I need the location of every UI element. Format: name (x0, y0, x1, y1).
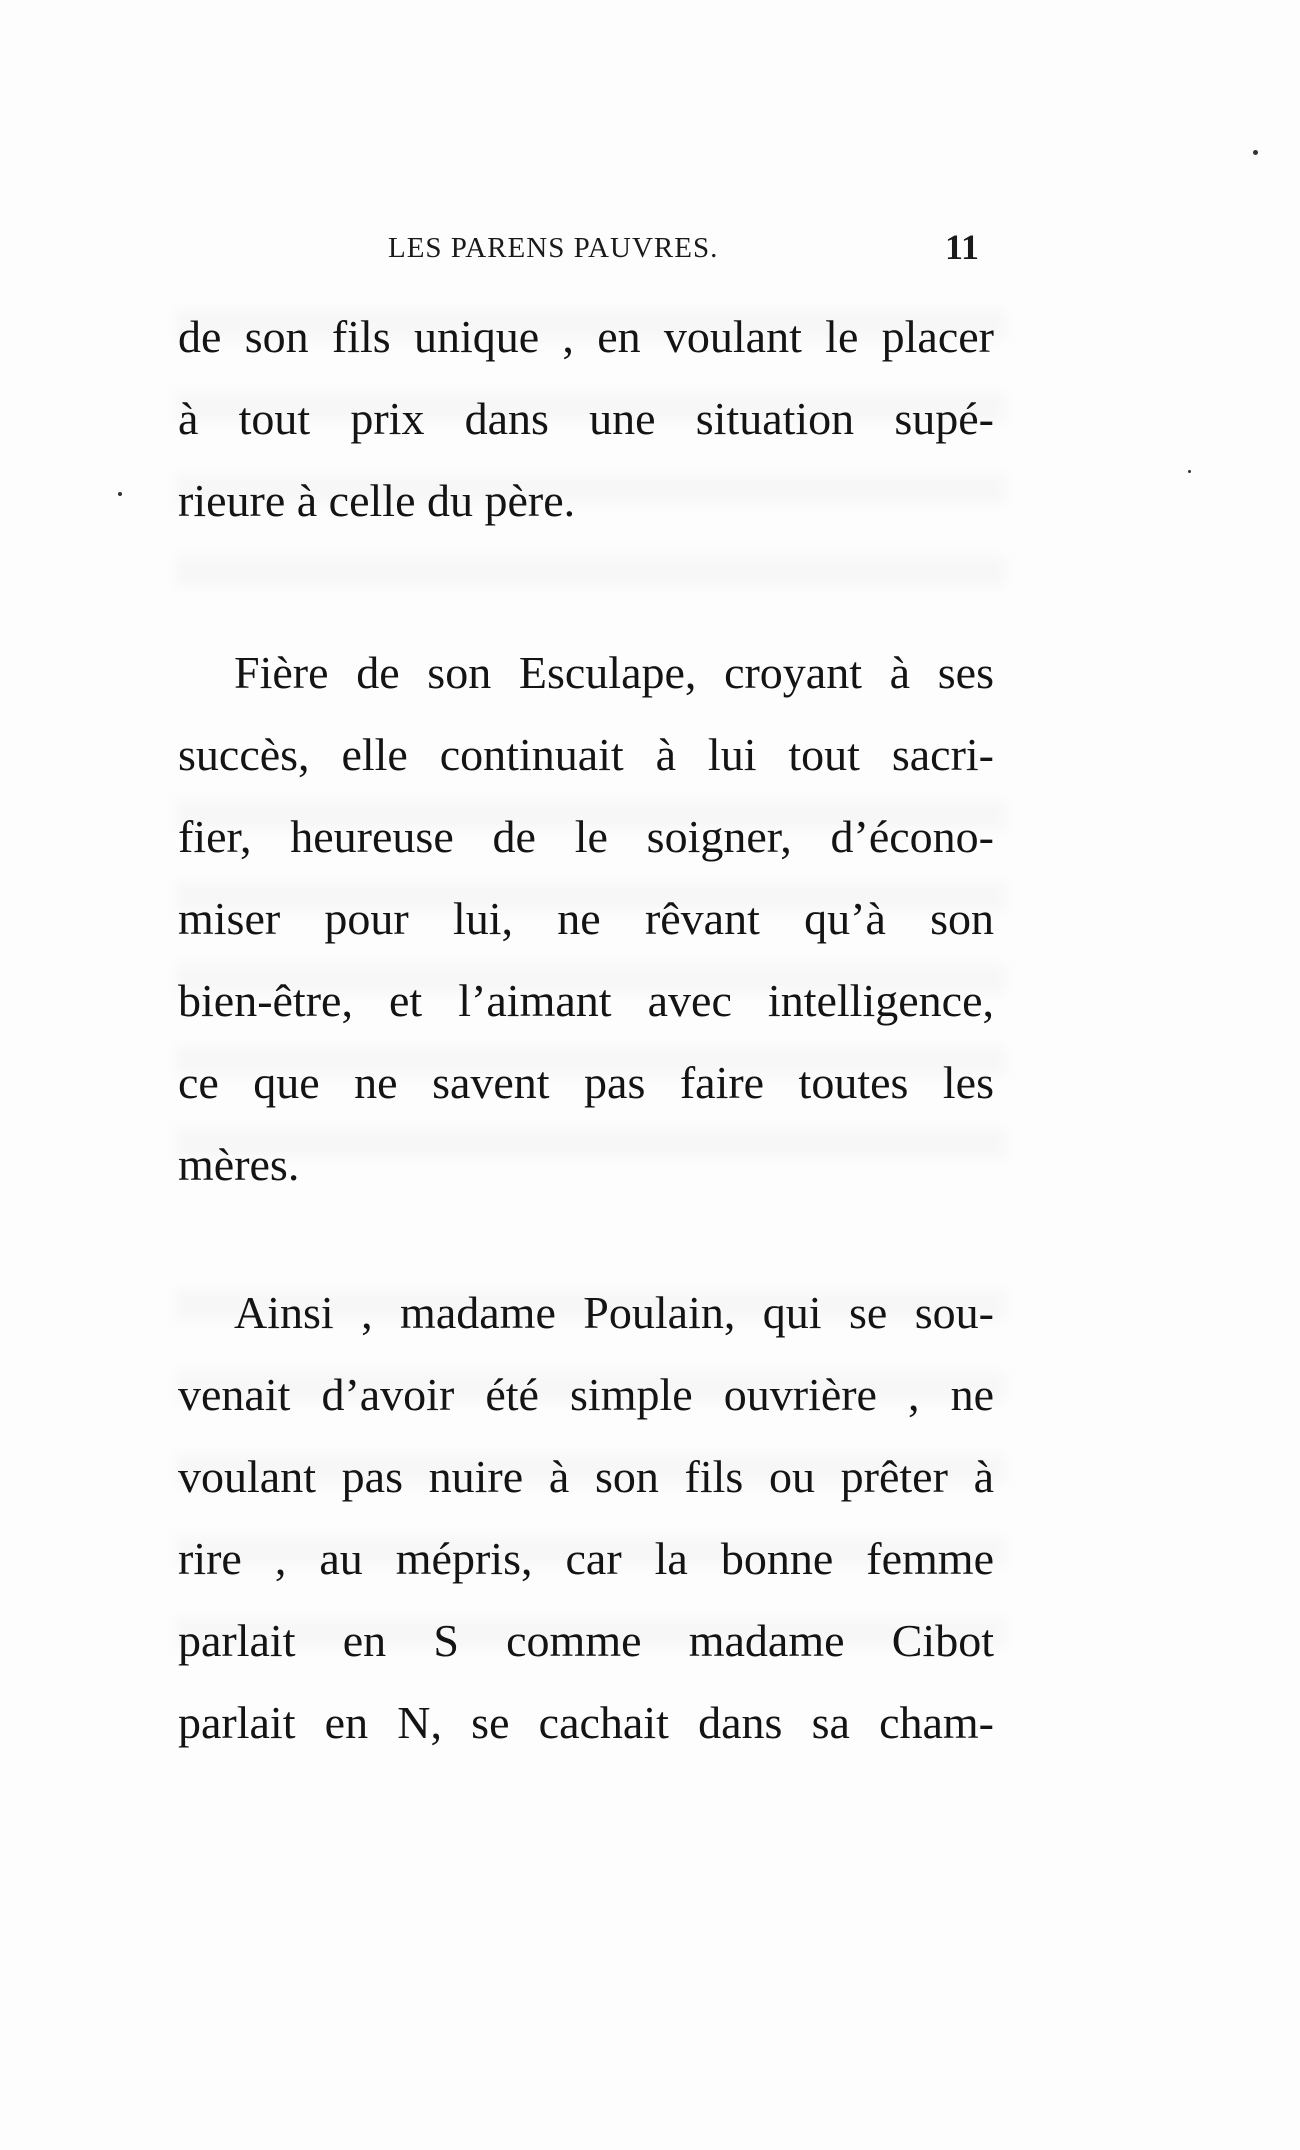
dust-speck (118, 492, 122, 496)
text-line: miser pour lui, ne rêvant qu’à son (178, 893, 994, 944)
text-line: fier, heureuse de le soigner, d’écono- (178, 811, 994, 862)
text-line: venait d’avoir été simple ouvrière , ne (178, 1369, 994, 1420)
text-line: rieure à celle du père. (178, 475, 576, 526)
text-line: succès, elle continuait à lui tout sacri- (178, 729, 994, 780)
running-title: LES PARENS PAUVRES. (388, 232, 719, 264)
text-line: Ainsi , madame Poulain, qui se sou- (234, 1287, 994, 1338)
page-number: 11 (945, 227, 980, 267)
paragraph-3 (178, 1272, 994, 1764)
paragraph-1 (178, 296, 994, 542)
text-line: de son fils unique , en voulant le placer (178, 311, 994, 362)
text-line: Fière de son Esculape, croyant à ses (234, 647, 994, 698)
text-line: ce que ne savent pas faire toutes les (178, 1057, 994, 1108)
dust-speck (1253, 150, 1258, 155)
text-line: bien-être, et l’aimant avec intelligence, (178, 975, 994, 1026)
text-line: voulant pas nuire à son fils ou prêter à (178, 1451, 994, 1502)
text-line: parlait en N, se cachait dans sa cham- (178, 1697, 994, 1748)
text-line: parlait en S comme madame Cibot (178, 1615, 994, 1666)
text-line: mères. (178, 1139, 300, 1190)
text-line: rire , au mépris, car la bonne femme (178, 1533, 994, 1584)
paragraph-2 (178, 632, 994, 1206)
dust-speck (1188, 470, 1191, 473)
text-line: à tout prix dans une situation supé- (178, 393, 994, 444)
